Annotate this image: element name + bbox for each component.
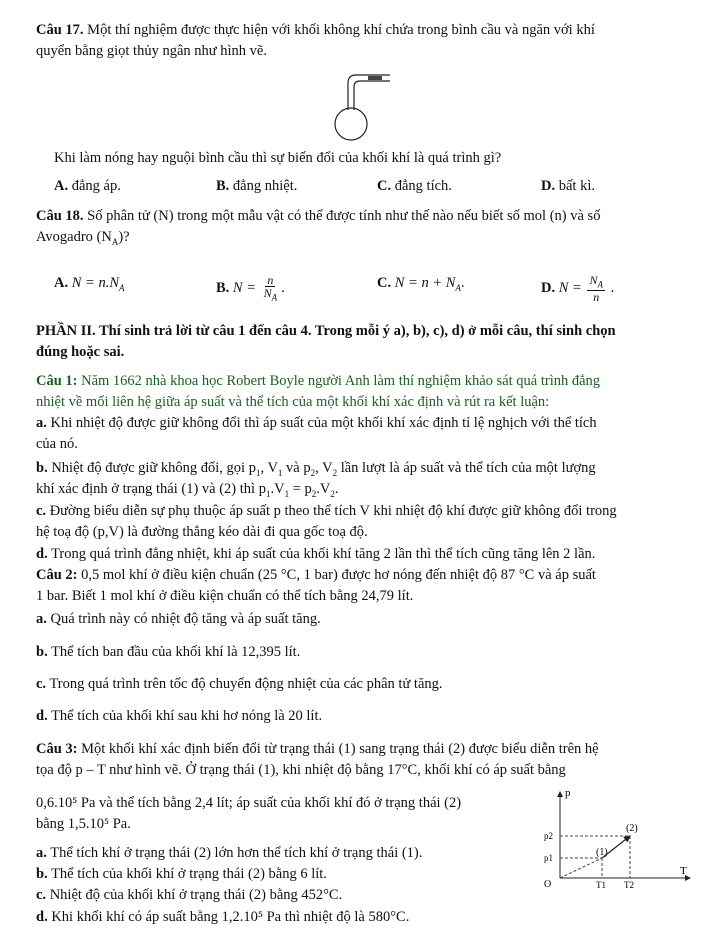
q17-option-c[interactable]: C. đẳng tích. [377, 178, 452, 194]
pT-graph [538, 786, 698, 892]
c2-statement-c[interactable]: c. Trong quá trình trên tốc độ chuyển động nhiệt của các phân tử tăng. [36, 676, 443, 692]
label-T: T [680, 865, 687, 877]
q18-option-b[interactable]: B. N = $\frac{n}{N_A}$ . [216, 273, 285, 303]
c1-statement-c-cont: hệ toạ độ (p,V) là đường thẳng kéo dài đi qua gốc toạ độ. [36, 524, 368, 540]
c1-statement-a[interactable]: a. Khi nhiệt độ được giữ không đổi thì áp suất của một khối khí xác định tỉ lệ nghịch với thể tích [36, 415, 597, 431]
label-O: O [544, 879, 552, 890]
q17-option-a[interactable]: A. đẳng áp. [54, 178, 121, 194]
label-state-2: (2) [626, 823, 638, 834]
flask-figure [326, 68, 398, 144]
c2-statement-d[interactable]: d. Thể tích của khối khí sau khi hơ nóng là 20 lít. [36, 708, 323, 724]
c3-intro-line1: Câu 3: Một khối khí xác định biến đổi từ trạng thái (1) sang trạng thái (2) được biểu diễn trên hệ [36, 741, 599, 757]
label-p2: p2 [544, 831, 553, 841]
c2-statement-b[interactable]: b. Thể tích ban đầu của khối khí là 12,395 lít. [36, 644, 301, 660]
c1-intro-line1: Câu 1: Năm 1662 nhà khoa học Robert Boyle người Anh làm thí nghiệm khảo sát quá trình đẳng [36, 373, 601, 389]
label-state-1: (1) [596, 847, 608, 858]
q18-option-c[interactable]: C. $N = n + N_A$. [377, 275, 465, 293]
q17-stem-text: Một thí nghiệm được thực hiện với khối không khí chứa trong bình cầu và ngăn với khí [87, 22, 595, 38]
c3-statement-c[interactable]: c. Nhiệt độ của khối khí ở trạng thái (2) bằng 452°C. [36, 887, 343, 903]
c3-intro-line3: 0,6.10⁵ Pa và thể tích bằng 2,4 lít; áp suất của khối khí đó ở trạng thái (2) [36, 795, 462, 811]
fraction-NA-over-n: $\frac{N_A}{n}$ [589, 273, 603, 305]
c2-intro-line2: 1 bar. Biết 1 mol khí ở điều kiện chuẩn có thể tích bằng 24,79 lít. [36, 588, 414, 604]
q18-option-d[interactable]: D. N = $\frac{N_A}{n}$ . [541, 273, 615, 305]
label-T1: T1 [596, 880, 606, 890]
c1-intro-line2: nhiệt về mối liên hệ giữa áp suất và thể tích của một khối khí xác định và rút ra kết luận: [36, 394, 550, 410]
label-p1: p1 [544, 853, 553, 863]
c2-intro-line1: Câu 2: 0,5 mol khí ở điều kiện chuẩn (25 °C, 1 bar) được hơ nóng đến nhiệt độ 87 °C và áp suất [36, 567, 596, 583]
flask-tube [348, 75, 390, 110]
c3-statement-a[interactable]: a. Thể tích khí ở trạng thái (2) lớn hơn thể tích khí ở trạng thái (1). [36, 845, 423, 861]
q18-stem-line1: Câu 18. Số phân tử (N) trong một mẫu vật có thể được tính như thế nào nếu biết số mol (n) và số [36, 208, 601, 224]
q17-question: Khi làm nóng hay nguội bình cầu thì sự biến đổi của khối khí là quá trình gì? [54, 150, 502, 166]
c3-statement-b[interactable]: b. Thể tích của khối khí ở trạng thái (2) bằng 6 lít. [36, 866, 327, 882]
fraction-n-over-NA: $\frac{n}{N_A}$ [263, 273, 278, 303]
c3-statement-d[interactable]: d. Khi khối khí có áp suất bằng 1,2.10⁵ Pa thì nhiệt độ là 580°C. [36, 909, 410, 925]
q17-option-b[interactable]: B. đẳng nhiệt. [216, 178, 298, 194]
q17-label: Câu 17. [36, 22, 84, 38]
c1-statement-c[interactable]: c. Đường biểu diễn sự phụ thuộc áp suất p theo thể tích V khi nhiệt độ khí được giữ không đổi trong [36, 503, 617, 519]
q17-option-d[interactable]: D. bất kì. [541, 178, 595, 194]
c1-statement-b[interactable]: b. Nhiệt độ được giữ không đổi, gọi $p_1$, $V_1$ và $p_2$, $V_2$ lần lượt là áp suất và thể tích của một lượng [36, 460, 596, 478]
mercury-drop [368, 76, 382, 80]
dash-origin [560, 858, 602, 878]
q17-stem-line2: quyển bằng giọt thủy ngân như hình vẽ. [36, 43, 267, 59]
c2-statement-a[interactable]: a. Quá trình này có nhiệt độ tăng và áp suất tăng. [36, 611, 321, 627]
flask-bulb [335, 108, 367, 140]
label-T2: T2 [624, 880, 634, 890]
label-p: p [565, 787, 571, 799]
part2-heading-line1: PHẦN II. Thí sinh trả lời từ câu 1 đến câu 4. Trong mỗi ý a), b), c), d) ở mỗi câu, thí sinh chọn [36, 323, 616, 339]
c1-statement-d[interactable]: d. Trong quá trình đẳng nhiệt, khi áp suất của khối khí tăng 2 lần thì thể tích cũng tăng lên 2 lần. [36, 546, 596, 562]
c1-statement-a-cont: của nó. [36, 436, 78, 452]
q18-option-a[interactable]: A. $N = n.N_A$ [54, 275, 125, 293]
c3-intro-line4: bằng 1,5.10⁵ Pa. [36, 816, 131, 832]
q18-stem-line2: Avogadro $(N_A)$? [36, 229, 130, 247]
c1-statement-b-cont: khí xác định ở trạng thái (1) và (2) thì $p_1.V_1 = p_2.V_2$. [36, 481, 339, 499]
part2-heading-line2: đúng hoặc sai. [36, 344, 125, 360]
q17-stem-line1 [36, 21, 595, 39]
c3-intro-line2: tọa độ p – T như hình vẽ. Ở trạng thái (1), khi nhiệt độ bằng 17°C, khối khí có áp suất bằng [36, 762, 566, 778]
